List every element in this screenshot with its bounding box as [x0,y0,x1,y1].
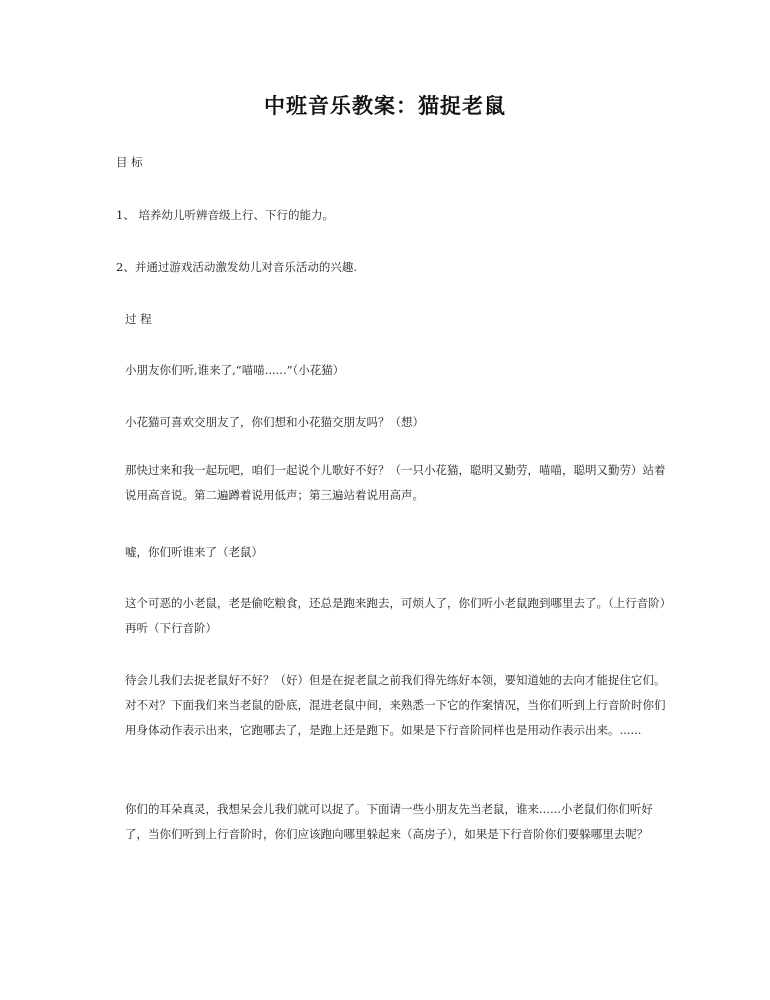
paragraph-4: 嘘，你们听谁来了（老鼠） [125,545,263,559]
paragraph-3: 那快过来和我一起玩吧，咱们一起说个儿歌好不好？（一只小花猫，聪明又勤劳，喵喵，聪明又勤劳）站着说用高音说。第二遍蹲着说用低声；第三遍站着说用高声。 [125,463,666,502]
paragraph-1: 小朋友你们听,谁来了,“喵喵......”（小花猫） [125,363,345,377]
paragraph-5: 这个可恶的小老鼠，老是偷吃粮食，还总是跑来跑去，可烦人了，你们听小老鼠跑到哪里去了。（上行音阶）再听（下行音阶） [125,596,666,635]
goal-item-1: 1、 培养幼儿听辨音级上行、下行的能力。 [116,208,334,222]
process-heading: 过 程 [125,312,152,326]
goal-item-2: 2、并通过游戏活动激发幼儿对音乐活动的兴趣. [116,260,357,274]
paragraph-2: 小花猫可喜欢交朋友了，你们想和小花猫交朋友吗？（想） [125,415,424,429]
goals-heading: 目 标 [116,155,143,169]
paragraph-6: 待会儿我们去捉老鼠好不好？（好）但是在捉老鼠之前我们得先练好本领，要知道她的去向才能捉住它们。对不对？下面我们来当老鼠的卧底，混进老鼠中间，来熟悉一下它的作案情况，当你们听到上行音阶时你们用身体动作表示出来，它跑哪去了，是跑上还是跑下。如果是下行音阶同样也是用动作表示出来。...... [125,673,666,737]
paragraph-7: 你们的耳朵真灵，我想呆会儿我们就可以捉了。下面请一些小朋友先当老鼠，谁来......小老鼠们你们听好了，当你们听到上行音阶时，你们应该跑向哪里躲起来（高房子），如果是下行音阶你们要躲哪里去呢？ [125,802,653,841]
document-title: 中班音乐教案：猫捉老鼠 [264,93,506,118]
